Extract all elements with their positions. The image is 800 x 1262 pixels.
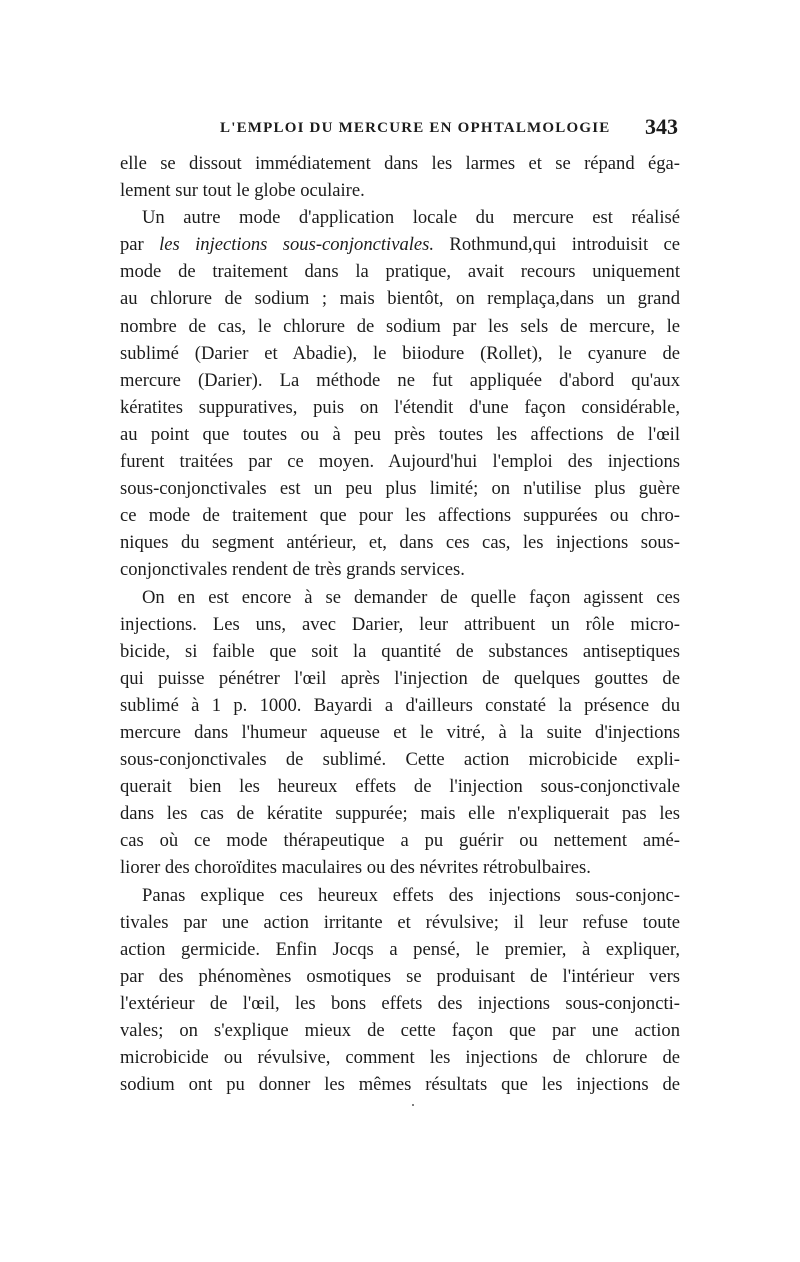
text-line: cas où ce mode thérapeutique a pu guérir ou nettement amé- (120, 830, 680, 852)
page-number: 343 (645, 114, 678, 139)
text-line: mode de traitement dans la pratique, avait recours uniquement (120, 261, 680, 283)
text-line: querait bien les heureux effets de l'injection sous-conjonctivale (120, 776, 680, 798)
text-line: vales; on s'explique mieux de cette façon que par une action (120, 1020, 680, 1041)
text-line: action germicide. Enfin Jocqs a pensé, le premier, à expliquer, (120, 938, 680, 960)
text-line: niques du segment antérieur, et, dans ces cas, les injections sous- (120, 532, 680, 554)
text-line: sublimé à 1 p. 1000. Bayardi a d'ailleurs constaté la présence du (120, 694, 680, 716)
text-line: ce mode de traitement que pour les affections suppurées ou chro- (120, 505, 680, 527)
italic-term: les injections sous-conjonctivales. (159, 234, 435, 256)
text-line: injections. Les uns, avec Darier, leur attribuent un rôle micro- (120, 613, 680, 635)
running-head (120, 114, 680, 144)
text-line: elle se dissout immédiatement dans les larmes et se répand éga- (120, 153, 680, 174)
text-line: tivales par une action irritante et révulsive; il leur refuse toute (120, 911, 680, 933)
paragraph (120, 584, 680, 882)
text-line: sous-conjonctivales est un peu plus limité; on n'utilise plus guère (120, 478, 680, 500)
paragraph (120, 204, 680, 583)
text-line: mercure dans l'humeur aqueuse et le vitré, à la suite d'injections (120, 721, 680, 743)
text-line: sous-conjonctivales de sublimé. Cette action microbicide expli- (120, 749, 680, 771)
text-line: sublimé (Darier et Abadie), le biiodure (Rollet), le cyanure de (120, 342, 680, 364)
text-fragment: Rothmund,qui introduisit ce (434, 234, 680, 256)
text-line: par des phénomènes osmotiques se produisant de l'intérieur vers (120, 965, 680, 987)
text-line: au chlorure de sodium ; mais bientôt, on remplaça,dans un grand (120, 288, 680, 310)
text-line: mercure (Darier). La méthode ne fut appliquée d'abord qu'aux (120, 369, 680, 391)
text-line: nombre de cas, le chlorure de sodium par les sels de mercure, le (120, 315, 680, 337)
running-title: L'EMPLOI DU MERCURE EN OPHTALMOLOGIE (220, 120, 611, 136)
text-line: conjonctivales rendent de très grands services. (120, 559, 465, 581)
print-speck (412, 1104, 414, 1106)
text-line (120, 231, 680, 258)
text-line: lement sur tout le globe oculaire. (120, 180, 365, 202)
text-line: au point que toutes ou à peu près toutes les affections de l'œil (120, 423, 680, 445)
text-fragment: par (120, 234, 160, 256)
text-line: Panas explique ces heureux effets des injections sous-conjonc- (142, 884, 680, 906)
text-line: bicide, si faible que soit la quantité de substances antiseptiques (120, 640, 680, 662)
text-line: liorer des choroïdites maculaires ou des névrites rétrobulbaires. (120, 857, 591, 879)
text-line: Un autre mode d'application locale du mercure est réalisé (142, 207, 680, 229)
text-line: l'extérieur de l'œil, les bons effets des injections sous-conjoncti- (120, 992, 680, 1014)
book-page (120, 0, 680, 1262)
paragraph (120, 150, 680, 204)
paragraph (120, 882, 680, 1099)
text-line: furent traitées par ce moyen. Aujourd'hui l'emploi des injections (120, 451, 680, 473)
text-line: dans les cas de kératite suppurée; mais elle n'expliquerait pas les (120, 803, 680, 825)
text-line: microbicide ou révulsive, comment les injections de chlorure de (120, 1047, 680, 1069)
text-line: sodium ont pu donner les mêmes résultats que les injections de (120, 1074, 680, 1096)
body-text (120, 150, 680, 1098)
text-line: On en est encore à se demander de quelle façon agissent ces (142, 586, 680, 608)
text-line: qui puisse pénétrer l'œil après l'injection de quelques gouttes de (120, 667, 680, 689)
text-line: kératites suppuratives, puis on l'étendit d'une façon considérable, (120, 396, 680, 418)
